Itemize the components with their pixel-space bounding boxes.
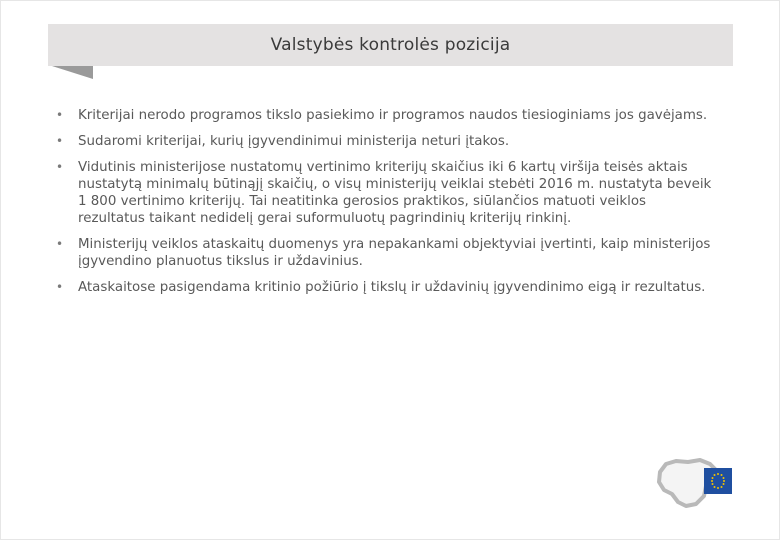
- list-item: [56, 159, 716, 227]
- bullet-text: Ministerijų veiklos ataskaitų duomenys yra nepakankami objektyviai įvertinti, kaip ministerijos įgyvendino planuotus tikslus ir uždavinius.: [78, 237, 711, 269]
- title-shadow-decoration: [52, 66, 96, 80]
- title-bar: [48, 24, 733, 66]
- bullet-marker: •: [56, 237, 64, 251]
- lithuania-eu-logo-icon: [656, 458, 736, 510]
- bullet-marker: •: [56, 134, 64, 148]
- list-item: [56, 107, 716, 124]
- bullet-text: Ataskaitose pasigendama kritinio požiūrio į tikslų ir uždavinių įgyvendinimo eigą ir rezultatus.: [78, 280, 706, 295]
- bullet-list: [56, 107, 716, 305]
- list-item: [56, 279, 716, 296]
- bullet-text: Vidutinis ministerijose nustatomų vertinimo kriterijų skaičius iki 6 kartų viršija teisės aktais nustatytą minimalų būtinąjį skaičių, o visų ministerijų veiklai stebėti 2016 m. nustatyta beveik 1 800 vertinimo kriterijų. Tai neatitinka gerosios praktikos, siūlančios matuoti veiklos rezultatus taikant nedidelį gerai suformuluotų pagrindinių kriterijų rinkinį.: [78, 160, 712, 226]
- eu-flag-icon: [704, 468, 732, 494]
- bullet-marker: •: [56, 160, 64, 174]
- slide-title: Valstybės kontrolės pozicija: [270, 35, 511, 55]
- list-item: [56, 133, 716, 150]
- bullet-marker: •: [56, 280, 64, 294]
- bullet-marker: •: [56, 108, 64, 122]
- bullet-text: Sudaromi kriterijai, kurių įgyvendinimui ministerija neturi įtakos.: [78, 134, 510, 149]
- bullet-text: Kriterijai nerodo programos tikslo pasiekimo ir programos naudos tiesioginiams jos gavėjams.: [78, 108, 708, 123]
- list-item: [56, 236, 716, 270]
